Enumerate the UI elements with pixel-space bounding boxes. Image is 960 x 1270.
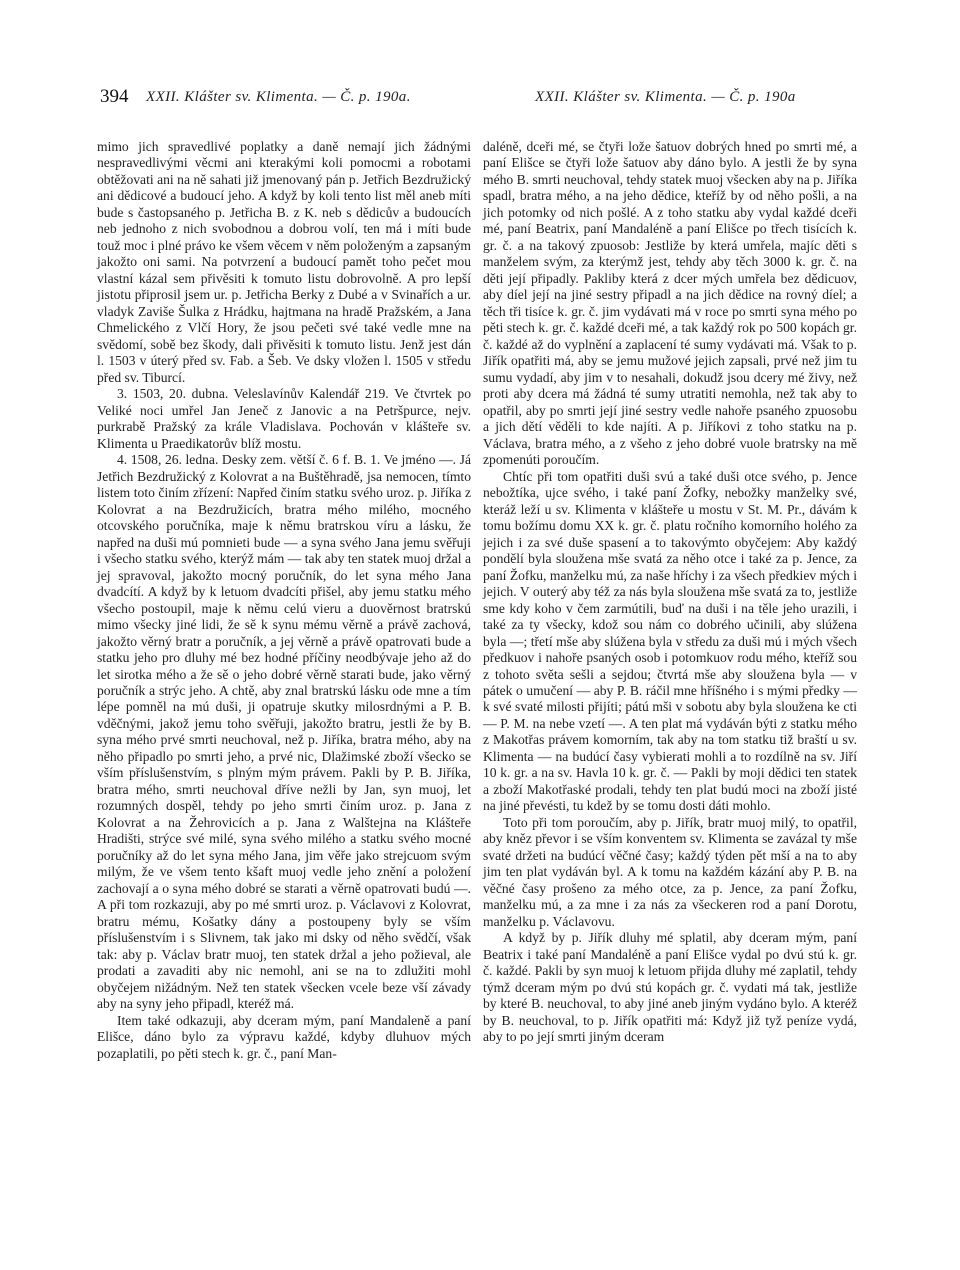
paragraph: Item také odkazuji, aby dceram mým, paní Mandaleně a paní Elišce, dáno bylo za výpravu každé, kdyby dluhuov mých pozaplatili, po pěti stech k. gr. č., paní Man- — [97, 1012, 471, 1061]
right-column — [483, 139, 857, 1046]
paragraph: daléně, dceři mé, se čtyři lože šatuov dobrých hned po smrti mé, a paní Elišce se čtyři lože šatuov aby dáno bylo. A jestli že by syna mého B. smrti neuchoval, tehdy statek muoj všecken aby na p. Jiříka spadl, bratra mého, a na jeho dědice, kteříž by od něho pošli, a na jich potomky od nich pošlé. A z toho statku aby vydal každé dceři mé, paní Beatrix, paní Mandaléně a paní Elišce po třech tisících k. gr. č. a na takový zpuosob: Jestliže by která umřela, majíc děti s manželem svým, za kterýmž jest, tehdy aby těch 3000 k. gr. č. na děti její připadly. Pakliby která z dcer mých umřela bez dědicuov, aby díel její na jiné sestry připadl a na jich dědice na rovný díel; a těch tři tisíce k. gr. č. jim vydávati má v roce po smrti syna mého po pěti stech k. gr. č. každé dceři mé, a tak každý rok po 500 kopách gr. č. každé až do vyplnění a zaplacení té sumy vydávati má. Však to p. Jiřík opatřiti má, aby se jemu mužové jejich zapsali, prvé než jim tu sumu vydadí, aby jim v to nesahali, dokudž jsou dcery mé živy, než proti aby dcera má žádná té sumy utratiti nemohla, než tak aby to opatřil, aby po smrti její jiné sestry vedle nahoře psaného zpuosobu a jich dětí věděli to kde najíti. A p. Jiříkovi z toho statku na p. Václava, bratra mého, a z všeho z jeho dobré vuole bratrsky na mě zpomenúti poroučím. — [483, 139, 857, 468]
paragraph: Toto při tom poroučím, aby p. Jiřík, bratr muoj milý, to opatřil, aby kněz převor i se vším konventem sv. Klimenta se zavázal ty mše svaté držeti na budúcí věčné časy; každý týden pět mší a na to aby jim ten plat vydáván byl. A k tomu na každém kázání aby P. B. na věčné časy prošeno za mého otce, za p. Jence, za paní Žofku, manželku mú, a za mne i za nás za všeckeren rod a paní Dorotu, manželku p. Václavovu. — [483, 814, 857, 929]
page-number: 394 — [100, 86, 129, 107]
paragraph: Chtíc při tom opatřiti duši svú a také duši otce svého, p. Jence nebožtíka, ujce svého, i také paní Žofky, nebožky manželky své, kteráž leží u sv. Klimenta v klášteře u mostu v St. M. Pr., dávám k tomu božímu domu XX k. gr. č. platu ročního komorního holého za jejich i za své duše spasení a to takovýmto obyčejem: Aby každý pondělí byla sloužena mše svatá za něho otce i také za p. Jence, za paní Žofku, manželku mú, za naše hříchy i za všech předkiev mých i jejich. V outerý aby též za nás byla sloužena mše svatá za to, jestliže sme kdy koho v čem zarmútili, buď na duši i na těle jeho urazili, i také za ty všecky, kdož sou nám co dobrého učinili, aby slúžena byla —; třetí mše aby slúžena byla v středu za duši mú i mých všech předkuov i nahoře psaných osob i potomkuov rodu mého, kteříž sou z tohoto světa sešli a sejdou; čtvrtá mše aby sloužena byla — v pátek o umučení — aby P. B. ráčil mne hříšného i s mými předky — k své svaté milosti přijíti; pátú mši v sobotu aby byla sloužena ke cti — P. M. na nebe vzetí —. A ten plat má vydáván býti z statku mého z Makotřas právem komorním, tak aby na tom statku tiž braští u sv. Klimenta — na budúcí časy vybierati mohli a to rozdílně na sv. Jiří 10 k. gr. a na sv. Havla 10 k. gr. č. — Pakli by moji dědici ten statek a zboží Makotřaské prodali, tehdy ten plat budú moci na zboží jisté na jiné převésti, tu kdež by se tomu dosti dáti mohlo. — [483, 468, 857, 814]
paragraph: 3. 1503, 20. dubna. Veleslavínův Kalendář 219. Ve čtvrtek po Veliké noci umřel Jan Jeneč z Janovic a na Petršpurce, nejv. purkrabě Pražský za krále Vladislava. Pochován v klášteře sv. Klimenta u Praedikatorův blíž mostu. — [97, 386, 471, 451]
running-title-left: XXII. Klášter sv. Klimenta. — Č. p. 190a. — [146, 89, 411, 105]
paragraph: 4. 1508, 26. ledna. Desky zem. větší č. 6 f. B. 1. Ve jméno —. Já Jetřich Bezdružický z Kolovrat a na Buštěhradě, jsa nemocen, tímto listem toto činím zřízení: Napřed činím statku svého uroz. p. Jiříka z Kolovrat a na Bezdružicích, bratra mého milého, mocného otcovského poručníka, maje k němu bratrskou víru a lásku, že napřed na duši mú pomnieti bude — a syna svého Jana jemu svěřuji i všecho statku svého, kterýž mám — tak aby ten statek muoj držal a jej spravoval, jakožto mocný poručník, do let syna mého Jana dvadcítí. A když by k letuom dvadcíti přišel, aby jemu statku mého všecho postoupil, maje k němu celú vieru a duověrnost bratrskú mimo všecky jiné lidi, že sě k synu mému věrně a právě zachová, jakožto věrný bratr a poručník, a jej věrně a právě opatrovati bude a statku jeho pro dluhy mé bez hodné příčiny neodbývaje jeho až do let sirotka mého a že sě o jeho dobré věrně starati bude, jako věrný poručník a strýc jeho. A chtě, aby znal bratrskú lásku ode mne a tím lépe pomněl na mú duši, ji opatruje skutky milosrdnými a P. B. vděčnými, jakož jemu toho svěřuji, jakožto bratru, jestli že by B. syna mého prvé smrti neuchoval, než p. Jiříka, bratra mého, aby na něho připadlo po smrti jeho, a prvé nic, Dlažimské zboží všecko se vším příslušenstvím, s plným mým právem. Pakli by P. B. Jiříka, bratra mého, smrti neuchoval dříve nežli by Jan, syn muoj, let rozumných dospěl, tehdy po jeho smrti činím uroz. p. Jana z Kolovrat a na Žehrovicích a p. Jana z Walštejna na Klášteře Hradišti, strýce své milé, syna svého milého a statku svého mocné poručníky až do let syna mého Jana, jim věře jako strejcuom svým milým, že ve všem tento kšaft muoj vedle jeho znění a položení zachovají a o syna mého dobré se starati a věrně opatrovati budú —. A při tom rozkazuji, aby po mé smrti uroz. p. Václavovi z Kolovrat, bratru mému, Košatky dány a postoupeny byly se vším příslušenstvím i s Slivnem, tak jako mi dsky od něho svědčí, však tak: aby p. Václav bratr muoj, ten statek držal a jeho požieval, ale prodati a zavaditi aby nic nemohl, ani se na to zdlužiti mohl obyčejem nižádným. Než ten statek všecken vcele beze vší závady aby na syny jeho připadl, kteréž má. — [97, 452, 471, 1012]
running-title-right: XXII. Klášter sv. Klimenta. — Č. p. 190a — [535, 89, 796, 105]
paragraph: A když by p. Jiřík dluhy mé splatil, aby dceram mým, paní Beatrix i také paní Mandaléně a paní Elišce vydal po dvú stú k. gr. č. každé. Pakli by syn muoj k letuom přijda dluhy mé zaplatil, tehdy týmž dceram mým po dvú stú kopách gr. č. vydati má tak, jestliže by které B. neuchoval, to aby jiné aneb jiným vydáno bylo. A kteréž by B. neuchoval, to p. Jiřík opatřiti má: Když již tyž peníze vydá, aby to po její smrti jiným dceram — [483, 930, 857, 1045]
paragraph: mimo jich spravedlivé poplatky a daně nemají jich žádnými nespravedlivými věcmi ani kterakými koli pomocmi a robotami obtěžovati ani na ně sahati již jmenovaný pán p. Jetřich Bezdružický ani dědicové a budoucí jeho. A když by koli tento list měl aneb míti bude s častopsaného p. Jetřicha B. z K. neb s dědicův a budoucích neb jednoho z nich svobodnou a dobrou volí, ten má i míti bude touž moc i plné právo ke všem věcem v něm položeným a zapsaným jakožto oni sami. Na potvrzení a budoucí pamět toho pečet mou vlastní kázal sem přivěsiti k tomuto listu dobrovolně. A pro lepší jistotu připrosil jsem ur. p. Jetřicha Berky z Dubé a v Svinařích a ur. vladyk Zaviše Šulka z Hrádku, hajtmana na hradě Pražském, a Jana Chmelického z Vlčí Hory, že jsou pečeti své také vedle mne na svědomí, sobě bez škody, dali přivěsiti k tomuto listu. Jenž jest dán l. 1503 v úterý před sv. Fab. a Šeb. Ve dsky vložen l. 1505 v středu před sv. Tiburcí. — [97, 139, 471, 385]
left-column — [97, 139, 471, 1062]
running-header — [100, 86, 812, 110]
